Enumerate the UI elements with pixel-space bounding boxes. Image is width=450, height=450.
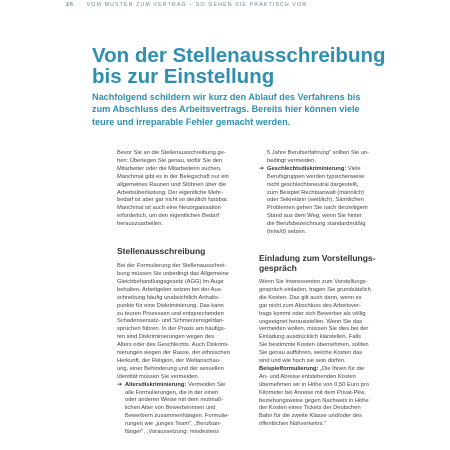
text-line: sprüchen führen. In der Praxis am häufigs-: [117, 326, 226, 333]
page-title-line: bis zur Einstellung: [92, 65, 275, 88]
text-line: [267, 166, 379, 174]
text-line: Bei der Formulierung der Stellenausschrei-: [117, 263, 227, 270]
text-line: vermeiden wollen, müssen Sie dies bei der: [259, 326, 369, 333]
text-line: Manchmal gibt es in der Belegschaft nur ein: [117, 173, 229, 180]
text-line: behalten. Arbeitgeber setzen bei der Aus-: [117, 286, 223, 293]
text-line: die Kosten. Das gilt auch dann, wenn es: [259, 294, 362, 301]
text-line: der Kosten eines Tickets der Deutschen: [259, 405, 361, 412]
text-line: sind und wie hoch sie sein dürfen.: [259, 358, 346, 365]
text-line: An- und Abreise entstehenden Kosten: [259, 373, 356, 380]
section-heading-stellenausschreibung: [117, 246, 242, 256]
text-line: Wenn Sie Interessenten zum Vorstellungs-: [259, 278, 368, 285]
lead-line: Nachfolgend schildern wir kurz den Ablauf des Verfahrens bis: [92, 92, 361, 102]
text-line: trags kommt oder sich Bewerber als völlig: [259, 310, 366, 317]
text-line: Problemen gehen Sie nach derzeitigem: [267, 205, 368, 212]
text-line: nierungen wegen der Rasse, der ethnischen: [117, 350, 230, 357]
running-title: VOM MUSTER ZUM VERTRAG – SO GEHEN SIE PRAKTISCH VOR: [86, 2, 308, 8]
text-line: Herkunft, der Religion, der Weltanschau-: [117, 357, 221, 364]
text-line: rungen wie „junges Team", „Berufsan-: [125, 421, 222, 428]
text-line: ungeeignet herausstellen. Wenn Sie das: [259, 318, 363, 325]
text-line: Schadensersatz- und Schmerzensgeldan-: [117, 318, 225, 325]
text-line: oder anderen Weise mit dem mutmaß-: [125, 397, 224, 404]
text-line: punkte für eine Diskriminierung. Das kann: [117, 302, 224, 309]
bullet-text: Vermeiden Sie: [186, 381, 226, 388]
text-line: herauszuarbeiten.: [117, 221, 164, 228]
text-line: allgemeines Raunen und Stöhnen über die: [117, 181, 227, 188]
text-line: gar nicht zum Abschluss des Arbeitsver-: [259, 302, 361, 309]
text-line: schreibung häufig unabsichtlich Anhalts-: [117, 294, 220, 301]
text-line: [125, 382, 242, 390]
text-line: lichen Alter von Bewerberinnen und: [125, 405, 216, 412]
page-title: [92, 45, 412, 87]
text-line: Identität müssen Sie vermeiden.: [117, 373, 200, 380]
bullet-continuation: [259, 150, 379, 166]
page-title-line: Von der Stellenausschreibung: [92, 44, 386, 67]
text-line: Kilometer bei Anreise mit dem Privat-Pkw,: [259, 389, 366, 396]
text-line: zu teuren Prozessen und entsprechenden: [117, 310, 224, 317]
text-line: Manchmal ist auch eine Neuorganisation: [117, 205, 221, 212]
intro-paragraph: [117, 150, 242, 229]
text-line: (m/w/d) setzen.: [267, 229, 307, 236]
section-heading-text: gespräch: [259, 262, 297, 273]
example-term: Beispielformulierung:: [259, 365, 319, 372]
text-line: alle Formulierungen, die in der einen: [125, 389, 219, 396]
text-line: hen: Überlegen Sie genau, wofür Sie den: [117, 157, 223, 164]
text-line: übernehmen wir in Höhe von 0,50 Euro pro: [259, 381, 369, 388]
text-line: oder Sekretärin (weiblich). Sämtlichen: [267, 197, 364, 204]
arrow-right-icon: ➔: [259, 165, 265, 172]
text-line: öffentlichen Nahverkehrs.": [259, 421, 327, 428]
text-line: ung, einer Behinderung und der sexuellen: [117, 365, 224, 372]
stellenausschreibung-paragraph: [117, 263, 242, 382]
text-line: [259, 366, 379, 374]
text-line: nicht geschlechtsneutral dargestellt,: [267, 181, 359, 188]
text-line: Alters oder des Geschlechts. Auch Diskrimi-: [117, 342, 229, 349]
text-line: zum Beispiel Rechtsanwalt (männlich): [267, 189, 365, 196]
text-line: erforderlich, um den eigentlichen Bedarf: [117, 213, 219, 220]
text-line: bedarf ist aber gar nicht so deutlich fassbar.: [117, 197, 229, 204]
text-line: Gleichbehandlungsgesetz (AGG) im Auge: [117, 278, 224, 285]
right-column: [259, 150, 379, 429]
text-line: fänger", „Voraussetzung: mindestens: [125, 429, 220, 436]
page-number: 26: [66, 2, 75, 8]
text-line: Bahn für die zweite Klasse und/oder des: [259, 413, 362, 420]
text-line: gespräch einladen, tragen Sie grundsätzlich: [259, 286, 371, 293]
text-line: Mitarbeiter oder die Mitarbeiterin suchen.: [117, 165, 222, 172]
text-line: Bewerbern zusammenhängen. Formulie-: [125, 413, 230, 420]
text-line: Bevor Sie an die Stellenausschreibung ge-: [117, 150, 226, 156]
bullet-text: Viele: [346, 165, 361, 172]
text-line: Einladung ausdrücklich klarstellen. Falls: [259, 334, 361, 341]
arrow-right-icon: ➔: [117, 381, 123, 388]
lead-line: zum Abschluss des Arbeitsvertrags. Bereits hier können viele: [92, 104, 360, 115]
left-column: [117, 150, 242, 437]
bullet-altersdiskriminierung: [117, 382, 242, 437]
text-line: Sie genau aufführen, welche Kosten das: [259, 350, 363, 357]
text-line: Sie bestimmte Kosten übernehmen, sollten: [259, 342, 369, 349]
text-line: bung müssen Sie unbedingt das Allgemeine: [117, 270, 229, 277]
text-line: Berufsgruppen werden typischerweise: [267, 173, 365, 180]
section-heading-text: Einladung zum Vorstellungs-: [259, 252, 376, 263]
text-line: Stand aus dem Weg, wenn Sie hinter: [267, 213, 362, 220]
text-line: die Berufsbezeichnung standardmäßig: [267, 221, 366, 228]
text-line: 5 Jahre Berufserfahrung" sollten Sie un-: [267, 150, 370, 156]
example-text: „Die Ihnen für die: [318, 365, 365, 372]
vorstellungsgespraech-paragraph: [259, 279, 379, 429]
text-line: bedingt vermeiden.: [267, 157, 316, 164]
running-header: [66, 2, 440, 8]
section-heading-text: Stellenausschreibung: [117, 246, 206, 257]
text-line: ten sind Diskriminierungen wegen des: [117, 334, 215, 341]
section-heading-vorstellungsgespraech: [259, 253, 379, 273]
text-line: beziehungsweise gegen Nachweis in Höhe: [259, 397, 369, 404]
text-line: Arbeitsüberlastung. Der eigentliche Mehr-: [117, 189, 224, 196]
bullet-term: Altersdiskriminierung:: [125, 381, 187, 388]
lead-paragraph: [92, 91, 410, 128]
lead-line: teure und irreparable Fehler gemacht werden.: [92, 116, 291, 127]
bullet-term: Geschlechtsdiskriminierung:: [267, 165, 347, 172]
bullet-geschlechtsdiskriminierung: [259, 166, 379, 237]
